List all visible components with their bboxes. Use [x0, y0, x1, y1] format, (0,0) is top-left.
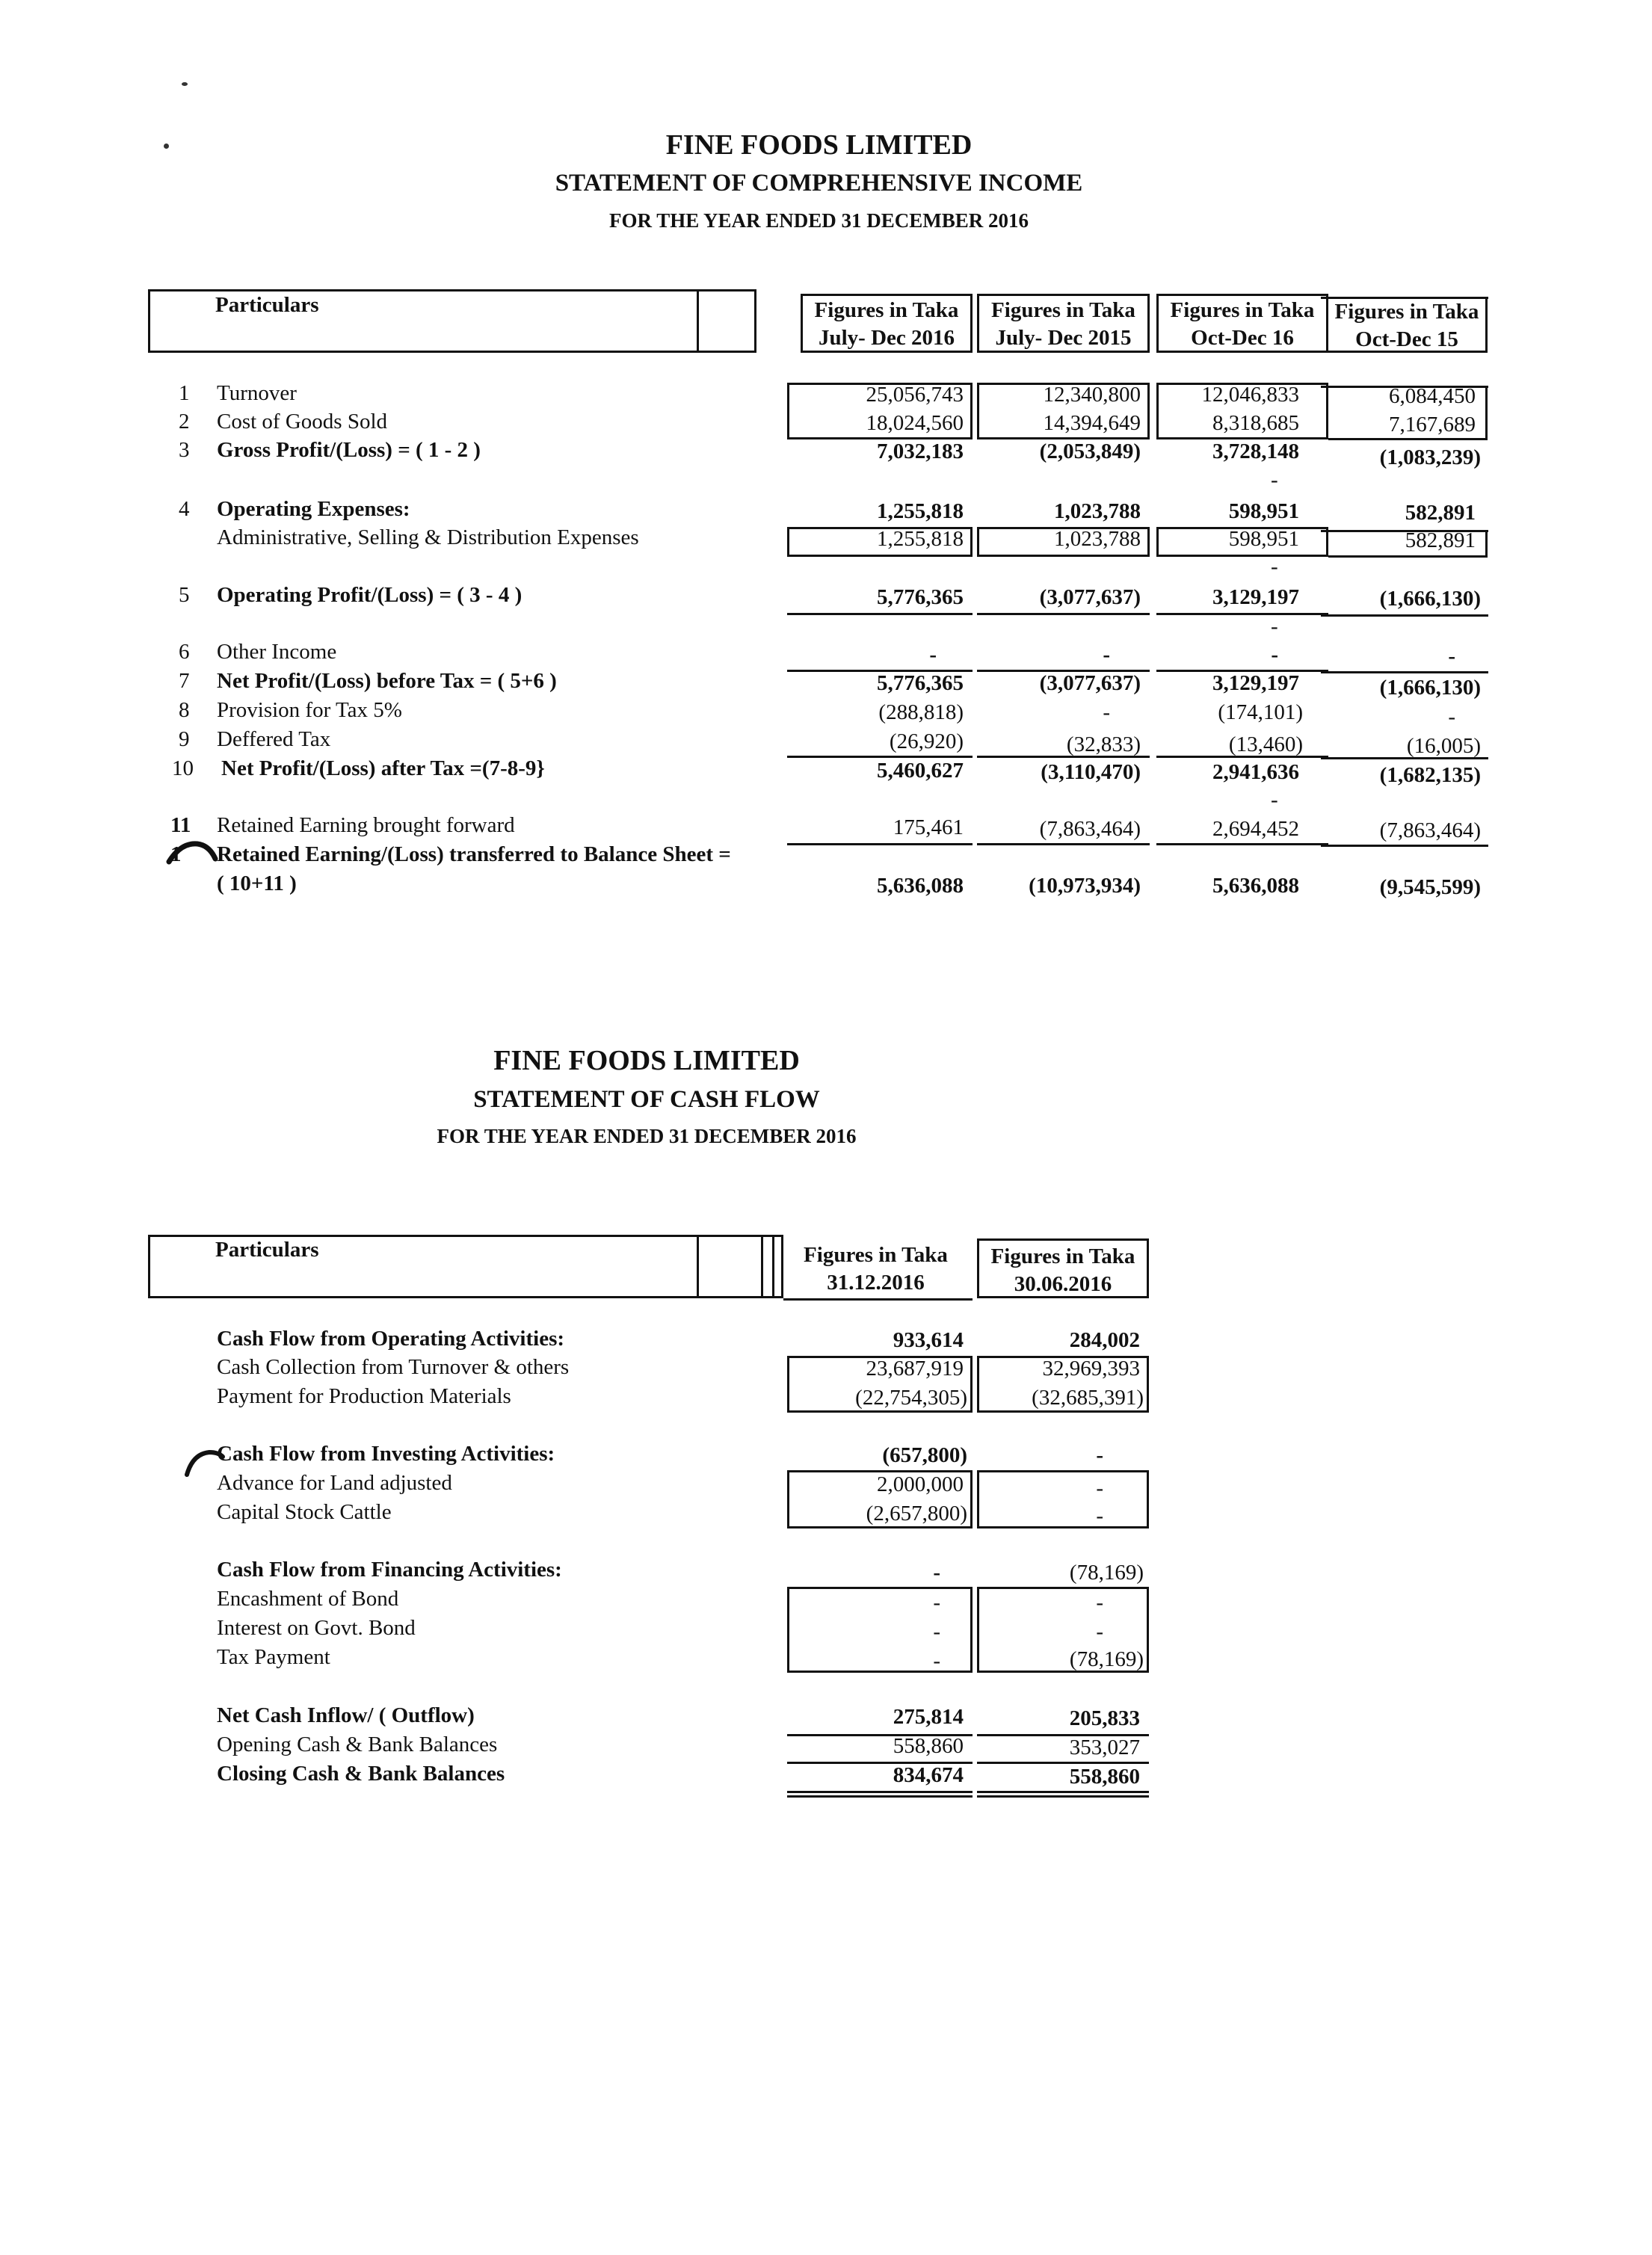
dash-mark: -	[1271, 788, 1278, 812]
cashflow-value: (22,754,305)	[855, 1386, 967, 1410]
income-value: -	[1448, 705, 1455, 729]
cashflow-value: 558,860	[1069, 1765, 1140, 1789]
income-value: (1,682,135)	[1379, 763, 1481, 787]
rule	[1328, 555, 1488, 558]
income-value: (3,110,470)	[1041, 760, 1141, 784]
income-value: 598,951	[1228, 527, 1299, 551]
income-value: 175,461	[893, 815, 964, 839]
cashflow-row-label: Cash Collection from Turnover & others	[217, 1355, 570, 1379]
rule	[787, 756, 973, 758]
income-value: 18,024,560	[866, 411, 964, 435]
cashflow-value: -	[933, 1591, 940, 1614]
income-col2-line1: Figures in Taka	[991, 298, 1135, 322]
header-divider	[697, 1235, 699, 1298]
income-value: 14,394,649	[1043, 411, 1141, 435]
cashflow-row-label: Encashment of Bond	[217, 1587, 399, 1611]
income-col2-line2: July- Dec 2015	[995, 326, 1132, 350]
income-row-no: 10	[172, 756, 194, 780]
cashflow-value: 834,674	[893, 1763, 964, 1787]
income-value: (1,666,130)	[1379, 676, 1481, 700]
header-rule	[1485, 297, 1488, 353]
income-value: (174,101)	[1218, 700, 1303, 724]
income-row-no: 7	[179, 669, 190, 693]
income-row-label: Gross Profit/(Loss) = ( 1 - 2 )	[217, 438, 481, 462]
cashflow-row-label: Net Cash Inflow/ ( Outflow)	[217, 1703, 475, 1727]
cashflow-value: (657,800)	[882, 1443, 967, 1467]
income-value: (7,863,464)	[1039, 817, 1141, 841]
income-value: 5,636,088	[877, 874, 964, 898]
income-col1-line2: July- Dec 2016	[818, 326, 955, 350]
rule	[1156, 843, 1328, 845]
income-value: (16,005)	[1406, 734, 1481, 758]
rule	[1321, 614, 1488, 617]
income-statement-title: STATEMENT OF COMPREHENSIVE INCOME	[555, 170, 1083, 197]
cashflow-col2-line2: 30.06.2016	[1014, 1272, 1112, 1296]
income-value: -	[929, 643, 937, 667]
income-col3-line1: Figures in Taka	[1170, 298, 1315, 322]
income-row-label: Retained Earning brought forward	[217, 813, 515, 837]
income-value: 582,891	[1405, 528, 1476, 552]
income-row-no: 11	[170, 813, 191, 837]
cashflow-row-label: Capital Stock Cattle	[217, 1500, 392, 1524]
income-statement-subtitle: FOR THE YEAR ENDED 31 DECEMBER 2016	[608, 209, 1029, 232]
income-row-no: 2	[179, 410, 190, 434]
income-value: (1,666,130)	[1379, 587, 1481, 611]
cashflow-value: 284,002	[1069, 1328, 1140, 1352]
income-value: -	[1103, 643, 1110, 667]
income-row-label: Net Profit/(Loss) before Tax = ( 5+6 )	[217, 669, 557, 693]
cashflow-value: (78,169)	[1069, 1647, 1144, 1671]
rule	[1321, 671, 1488, 673]
scan-speck	[182, 82, 188, 86]
cashflow-row-label: Payment for Production Materials	[217, 1384, 511, 1408]
income-row-label: Net Profit/(Loss) after Tax =(7-8-9}	[221, 756, 545, 780]
income-value: (7,863,464)	[1379, 818, 1481, 842]
cashflow-value: 23,687,919	[866, 1357, 964, 1381]
rule	[1328, 438, 1488, 440]
income-value: 5,776,365	[877, 671, 964, 695]
cashflow-value: 32,969,393	[1042, 1357, 1140, 1381]
income-value: 1,255,818	[877, 499, 964, 523]
cashflow-value: 2,000,000	[877, 1472, 964, 1496]
income-value: 7,032,183	[877, 439, 964, 463]
rule	[787, 843, 973, 845]
cashflow-value: -	[1096, 1443, 1103, 1467]
income-value: 1,023,788	[1054, 499, 1141, 523]
income-value: 12,046,833	[1201, 383, 1299, 407]
dash-mark: -	[1271, 468, 1278, 492]
income-value: 2,694,452	[1212, 817, 1299, 841]
cashflow-row-label: Closing Cash & Bank Balances	[217, 1762, 505, 1786]
cashflow-row-label: Cash Flow from Operating Activities:	[217, 1327, 565, 1351]
income-row-label: Operating Profit/(Loss) = ( 3 - 4 )	[217, 583, 523, 607]
cashflow-value: -	[1096, 1476, 1103, 1500]
income-row-no: 5	[179, 583, 190, 607]
income-row-label: Turnover	[217, 381, 297, 405]
cashflow-value: (78,169)	[1069, 1561, 1144, 1585]
rule	[977, 613, 1150, 615]
income-value: 7,167,689	[1389, 413, 1476, 436]
income-value: (32,833)	[1066, 732, 1141, 756]
header-divider	[772, 1235, 774, 1298]
income-company-name: FINE FOODS LIMITED	[665, 129, 973, 161]
header-divider	[697, 289, 699, 353]
income-value: 3,129,197	[1212, 671, 1299, 695]
cashflow-row-label: Interest on Govt. Bond	[217, 1616, 416, 1640]
income-value: 6,084,450	[1389, 384, 1476, 408]
income-row-label: Administrative, Selling & Distribution Expenses	[217, 525, 639, 549]
income-row-label: Retained Earning/(Loss) transferred to Balance Sheet =	[217, 842, 731, 866]
income-row-label-cont: ( 10+11 )	[217, 872, 297, 895]
rule	[783, 1298, 973, 1301]
income-value: 5,460,627	[877, 759, 964, 783]
cashflow-col2-line1: Figures in Taka	[990, 1244, 1135, 1268]
rule	[787, 1791, 973, 1793]
cashflow-value: -	[933, 1620, 940, 1644]
cashflow-value: 205,833	[1069, 1706, 1140, 1730]
income-value: 12,340,800	[1043, 383, 1141, 407]
cashflow-value: -	[933, 1561, 940, 1585]
cashflow-value: -	[1096, 1591, 1103, 1614]
income-value: 3,728,148	[1212, 439, 1299, 463]
income-value: 3,129,197	[1212, 585, 1299, 609]
income-value: -	[1448, 644, 1455, 668]
income-row-no: 1	[170, 842, 182, 866]
rule	[1321, 845, 1488, 847]
cashflow-col1-line1: Figures in Taka	[804, 1243, 948, 1267]
income-value: (288,818)	[878, 700, 964, 724]
income-row-label: Provision for Tax 5%	[217, 698, 402, 722]
rule	[1156, 613, 1328, 615]
rule	[977, 1762, 1149, 1764]
income-col4-line2: Oct-Dec 15	[1355, 327, 1458, 351]
income-value: 1,255,818	[877, 527, 964, 551]
income-col1-line1: Figures in Taka	[814, 298, 959, 322]
cashflow-value: (32,685,391)	[1032, 1386, 1144, 1410]
cashflow-value: (2,657,800)	[866, 1502, 967, 1526]
rule	[787, 1795, 973, 1798]
income-value: (2,053,849)	[1039, 439, 1141, 463]
income-row-no: 9	[179, 727, 190, 751]
income-row-no: 4	[179, 497, 190, 521]
income-particulars-label: Particulars	[215, 293, 319, 317]
rule	[1485, 530, 1488, 557]
rule	[1485, 386, 1488, 439]
cashflow-statement-title: STATEMENT OF CASH FLOW	[473, 1086, 820, 1113]
rule	[977, 1795, 1149, 1798]
cashflow-row-label: Advance for Land adjusted	[217, 1471, 452, 1495]
income-value: 25,056,743	[866, 383, 964, 407]
cashflow-col1-line2: 31.12.2016	[827, 1271, 925, 1295]
cashflow-particulars-label: Particulars	[215, 1238, 319, 1262]
income-value: 2,941,636	[1212, 760, 1299, 784]
cashflow-value: 933,614	[893, 1328, 964, 1352]
cashflow-value: -	[933, 1649, 940, 1673]
rule	[977, 1791, 1149, 1793]
income-value: (1,083,239)	[1379, 445, 1481, 469]
cashflow-row-label: Cash Flow from Investing Activities:	[217, 1442, 555, 1466]
income-value: -	[1103, 700, 1110, 724]
income-value: 598,951	[1228, 499, 1299, 523]
cashflow-value: -	[1096, 1620, 1103, 1644]
income-value: (3,077,637)	[1039, 671, 1141, 695]
income-value: 8,318,685	[1212, 411, 1299, 435]
income-value: 5,776,365	[877, 585, 964, 609]
income-col3-line2: Oct-Dec 16	[1191, 326, 1294, 350]
cashflow-value: 353,027	[1069, 1736, 1140, 1759]
cashflow-value: 558,860	[893, 1734, 964, 1758]
income-value: 5,636,088	[1212, 874, 1299, 898]
rule	[977, 843, 1150, 845]
rule	[787, 613, 973, 615]
income-value: 1,023,788	[1054, 527, 1141, 551]
income-col4-line1: Figures in Taka	[1334, 300, 1479, 324]
income-row-no: 1	[179, 381, 190, 405]
income-value: (9,545,599)	[1379, 875, 1481, 899]
income-row-label: Cost of Goods Sold	[217, 410, 388, 434]
income-value: (3,077,637)	[1039, 585, 1141, 609]
income-row-label: Operating Expenses:	[217, 497, 410, 521]
dash-mark: -	[1271, 614, 1278, 638]
cashflow-statement-subtitle: FOR THE YEAR ENDED 31 DECEMBER 2016	[437, 1125, 857, 1147]
cashflow-row-label: Tax Payment	[217, 1645, 330, 1669]
cashflow-row-label: Cash Flow from Financing Activities:	[217, 1558, 562, 1582]
income-value: (26,920)	[889, 729, 964, 753]
header-divider	[761, 1235, 763, 1298]
income-row-label: Other Income	[217, 640, 337, 664]
income-value: 582,891	[1405, 501, 1476, 525]
income-value: (13,460)	[1228, 732, 1303, 756]
income-row-no: 3	[179, 438, 190, 462]
cashflow-row-label: Opening Cash & Bank Balances	[217, 1733, 498, 1756]
cashflow-company-name: FINE FOODS LIMITED	[493, 1045, 800, 1076]
dash-mark: -	[1271, 555, 1278, 579]
cashflow-value: -	[1096, 1504, 1103, 1528]
cashflow-value: 275,814	[893, 1705, 964, 1729]
income-row-no: 6	[179, 640, 190, 664]
income-value: (10,973,934)	[1029, 874, 1141, 898]
income-row-label: Deffered Tax	[217, 727, 331, 751]
income-value: -	[1271, 643, 1278, 667]
income-row-no: 8	[179, 698, 190, 722]
